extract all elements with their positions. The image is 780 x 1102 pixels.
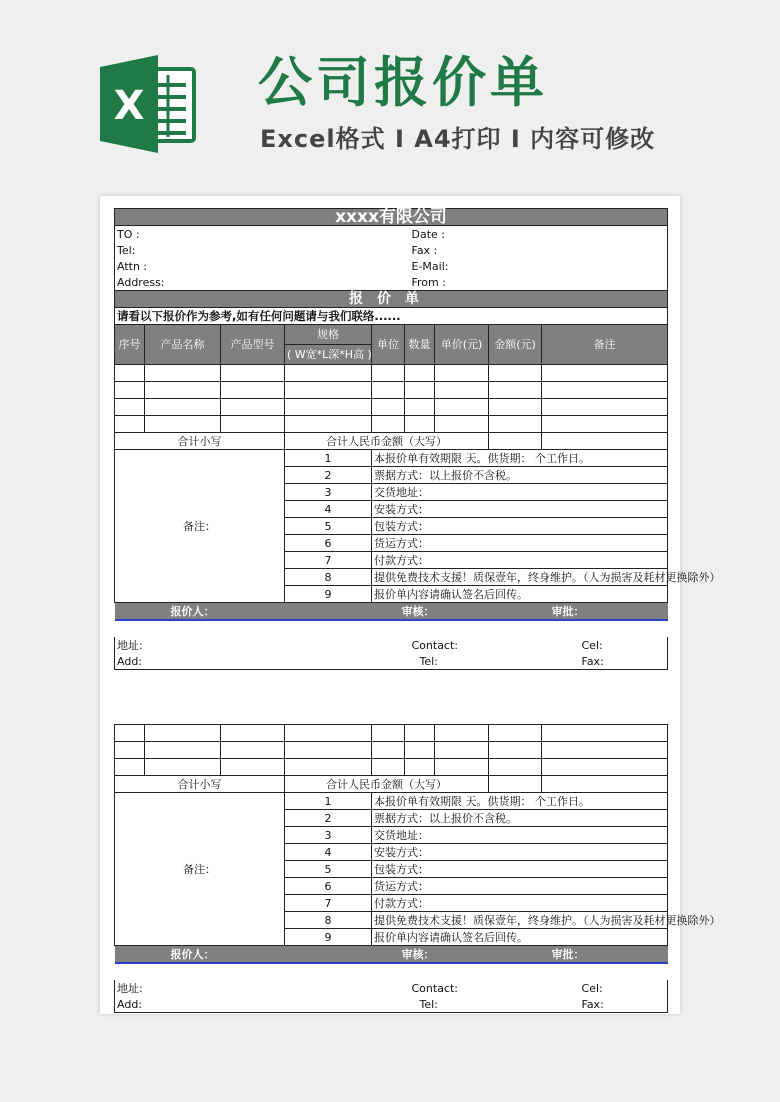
- table-row[interactable]: [115, 742, 668, 759]
- footer-cel[interactable]: Cel:: [542, 637, 668, 653]
- remark-text[interactable]: 报价单内容请确认签名后回传。: [372, 929, 668, 946]
- col-no: 序号: [115, 325, 145, 365]
- quotation-sheet: [114, 206, 721, 670]
- document-page: [100, 196, 721, 1014]
- email-field[interactable]: E-Mail:: [372, 258, 668, 274]
- col-product-model: 产品型号: [221, 325, 285, 365]
- remarks-label: 备注：: [115, 450, 285, 603]
- total-rmb-label: 合计人民币金额（大写）: [285, 776, 489, 793]
- remarks-label: 备注：: [115, 793, 285, 946]
- col-unit: 单位: [372, 325, 405, 365]
- remark-no: 4: [285, 501, 372, 518]
- col-spec: 规格: [285, 325, 372, 345]
- approve-signature[interactable]: 审批：: [542, 603, 668, 621]
- address-field[interactable]: Address:: [115, 274, 372, 291]
- remark-text[interactable]: 交货地址：: [372, 827, 668, 844]
- remark-no: 9: [285, 929, 372, 946]
- subtotal-label: 合计小写: [115, 776, 285, 793]
- remark-text[interactable]: 票据方式：以上报价不含税。: [372, 467, 668, 484]
- to-field[interactable]: TO :: [115, 226, 372, 243]
- remark-text[interactable]: 安装方式：: [372, 844, 668, 861]
- remark-no: 5: [285, 861, 372, 878]
- table-row[interactable]: [115, 382, 668, 399]
- remark-no: 1: [285, 793, 372, 810]
- remark-no: 2: [285, 810, 372, 827]
- footer-add[interactable]: Add:: [115, 996, 372, 1013]
- total-amount-cell[interactable]: [489, 776, 542, 793]
- remark-text[interactable]: 付款方式：: [372, 895, 668, 912]
- quoter-signature[interactable]: 报价人：: [115, 603, 372, 621]
- col-amount: 金额(元): [489, 325, 542, 365]
- footer-cel[interactable]: Cel:: [542, 980, 668, 996]
- remark-no: 5: [285, 518, 372, 535]
- footer-contact[interactable]: Contact:: [411, 638, 459, 652]
- remark-text[interactable]: 安装方式：: [372, 501, 668, 518]
- footer-contact[interactable]: Contact:: [411, 981, 459, 995]
- company-name[interactable]: xxxx有限公司: [115, 209, 668, 226]
- remark-no: 3: [285, 484, 372, 501]
- remark-no: 8: [285, 569, 372, 586]
- remark-no: 9: [285, 586, 372, 603]
- total-note-cell[interactable]: [542, 776, 668, 793]
- svg-text:X: X: [113, 83, 145, 129]
- date-field[interactable]: Date :: [372, 226, 668, 243]
- total-amount-cell[interactable]: [489, 433, 542, 450]
- quotation-sheet-continued: [114, 724, 721, 1013]
- banner-subtitle: Excel格式 I A4打印 I 内容可修改: [260, 125, 656, 153]
- review-signature[interactable]: 审核：: [372, 603, 542, 621]
- footer-tel[interactable]: Tel:: [372, 996, 542, 1013]
- footer-address[interactable]: 地址:: [115, 637, 372, 653]
- remark-text[interactable]: 交货地址：: [372, 484, 668, 501]
- excel-logo-icon: [100, 55, 198, 153]
- remark-text[interactable]: 包装方式：: [372, 518, 668, 535]
- remark-text[interactable]: 货运方式：: [372, 878, 668, 895]
- footer-fax[interactable]: Fax:: [542, 653, 668, 670]
- total-rmb-label: 合计人民币金额（大写）: [285, 433, 489, 450]
- table-row[interactable]: [115, 365, 668, 382]
- subtotal-label: 合计小写: [115, 433, 285, 450]
- remark-text[interactable]: 提供免费技术支援！质保壹年，终身维护。（人为损害及耗材更换除外）: [372, 569, 668, 586]
- remark-text[interactable]: 包装方式：: [372, 861, 668, 878]
- table-row[interactable]: [115, 416, 668, 433]
- remark-text[interactable]: 付款方式：: [372, 552, 668, 569]
- col-spec-dimensions: ( W宽*L深*H高 ): [285, 345, 372, 365]
- footer-address[interactable]: 地址:: [115, 980, 372, 996]
- approve-signature[interactable]: 审批：: [542, 946, 668, 964]
- remark-no: 7: [285, 895, 372, 912]
- remark-no: 4: [285, 844, 372, 861]
- from-field[interactable]: From :: [372, 274, 668, 291]
- footer-tel[interactable]: Tel:: [372, 653, 542, 670]
- review-signature[interactable]: 审核：: [372, 946, 542, 964]
- company-title-row: [115, 209, 668, 226]
- col-note: 备注: [542, 325, 668, 365]
- remark-no: 1: [285, 450, 372, 467]
- tel-field[interactable]: Tel:: [115, 242, 372, 258]
- remark-no: 6: [285, 878, 372, 895]
- quotation-heading: 报价单: [115, 291, 668, 308]
- remark-no: 2: [285, 467, 372, 484]
- remark-no: 7: [285, 552, 372, 569]
- remark-text[interactable]: 报价单内容请确认签名后回传。: [372, 586, 668, 603]
- attn-field[interactable]: Attn :: [115, 258, 372, 274]
- remark-no: 3: [285, 827, 372, 844]
- remark-text[interactable]: 货运方式：: [372, 535, 668, 552]
- remark-no: 6: [285, 535, 372, 552]
- reference-hint: 请看以下报价作为参考,如有任何问题请与我们联络......: [115, 308, 668, 325]
- col-product-name: 产品名称: [145, 325, 221, 365]
- remark-text[interactable]: 本报价单有效期限 天。供货期： 个工作日。: [372, 793, 668, 810]
- remark-text[interactable]: 本报价单有效期限 天。供货期： 个工作日。: [372, 450, 668, 467]
- footer-fax[interactable]: Fax:: [542, 996, 668, 1013]
- col-unit-price: 单价(元): [435, 325, 489, 365]
- remark-no: 8: [285, 912, 372, 929]
- quoter-signature[interactable]: 报价人：: [115, 946, 372, 964]
- table-row[interactable]: [115, 399, 668, 416]
- table-row[interactable]: [115, 759, 668, 776]
- remark-text[interactable]: 提供免费技术支援！质保壹年，终身维护。（人为损害及耗材更换除外）: [372, 912, 668, 929]
- col-qty: 数量: [405, 325, 435, 365]
- fax-field[interactable]: Fax :: [372, 242, 668, 258]
- total-note-cell[interactable]: [542, 433, 668, 450]
- table-row[interactable]: [115, 725, 668, 742]
- banner-title: 公司报价单: [258, 51, 548, 114]
- banner: [0, 0, 780, 190]
- footer-add[interactable]: Add:: [115, 653, 372, 670]
- remark-text[interactable]: 票据方式：以上报价不含税。: [372, 810, 668, 827]
